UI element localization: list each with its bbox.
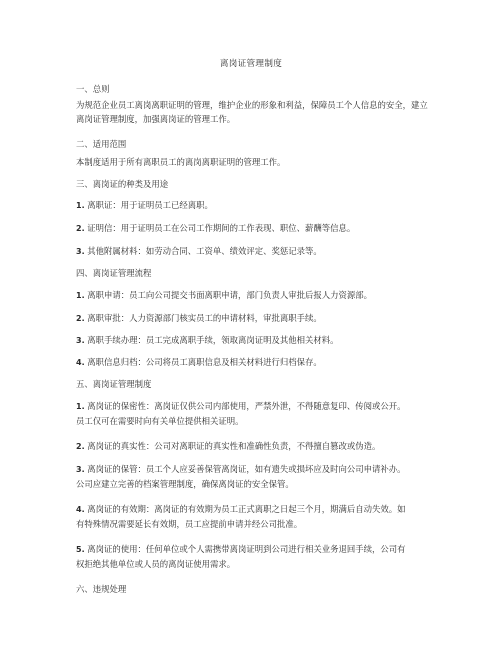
- list-item: [76, 399, 432, 428]
- item-text-continued: 有特殊情况需要延长有效期，员工应提前申请并经公司批准。: [76, 519, 303, 529]
- item-text: 离岗证的使用：任何单位或个人需携带离岗证明到公司进行相关业务退回手续，公司有: [87, 544, 406, 554]
- list-item: [76, 462, 432, 491]
- list-item: [76, 198, 432, 213]
- section-heading-violations: 六、违规处理: [76, 584, 127, 594]
- section-heading-general: 一、总则: [76, 84, 110, 94]
- item-text: 离职手续办理：员工完成离职手续，领取离岗证明及其他相关材料。: [87, 335, 339, 345]
- list-item: [76, 288, 432, 303]
- list-item: [76, 244, 432, 259]
- list-item: [76, 311, 432, 326]
- item-number: 2.: [76, 224, 85, 233]
- list-item: [76, 221, 432, 236]
- item-text: 离职证：用于证明员工已经离职。: [87, 200, 213, 210]
- section-para-scope: 本制度适用于所有离职员工的离岗离职证明的管理工作。: [76, 157, 286, 167]
- item-text-continued: 权拒绝其他单位或人员的离岗证使用需求。: [76, 559, 236, 569]
- list-item: [76, 355, 432, 370]
- section-heading-process: 四、离岗证管理流程: [76, 268, 152, 278]
- item-text: 离岗证的保管：员工个人应妥善保管离岗证，如有遗失或损坏应及时向公司申请补办。: [87, 464, 406, 474]
- item-number: 2.: [76, 314, 85, 323]
- item-number: 1.: [76, 291, 85, 300]
- item-text: 证明信：用于证明员工在公司工作期间的工作表现、职位、薪酬等信息。: [87, 223, 356, 233]
- document-title: 离岗证管理制度: [219, 59, 283, 69]
- item-number: 1.: [76, 201, 85, 210]
- item-text: 离岗证的真实性：公司对离职证的真实性和准确性负责，不得擅自篡改或伪造。: [87, 441, 381, 451]
- item-number: 4.: [76, 358, 85, 367]
- section-heading-rules: 五、离岗证管理制度: [76, 379, 152, 389]
- item-number: 4.: [76, 505, 85, 514]
- item-text-continued: 公司应建立完善的档案管理制度，确保离岗证的安全保管。: [76, 479, 294, 489]
- item-number: 3.: [76, 465, 85, 474]
- list-item: [76, 502, 432, 531]
- item-text: 离岗证的有效期：离岗证的有效期为员工正式离职之日起三个月，期满后自动失效。如: [87, 504, 406, 514]
- item-text-continued: 员工仅可在需要时向有关单位提供相关证明。: [76, 416, 244, 426]
- item-text: 其他附属材料：如劳动合同、工资单、绩效评定、奖惩记录等。: [87, 246, 322, 256]
- list-item: [76, 439, 432, 454]
- item-number: 5.: [76, 545, 85, 554]
- section-para-general: 为规范企业员工离岗离职证明的管理，维护企业的形象和利益，保障员工个人信息的安全，建立离岗证管理制度，加强离岗证的管理工作。: [76, 100, 428, 124]
- item-number: 3.: [76, 336, 85, 345]
- item-text: 离职申请：员工向公司提交书面离职申请，部门负责人审批后报人力资源部。: [87, 290, 373, 300]
- list-item: [76, 333, 432, 348]
- item-number: 3.: [76, 247, 85, 256]
- item-number: 2.: [76, 442, 85, 451]
- item-text: 离岗证的保密性：离岗证仅供公司内部使用，严禁外泄，不得随意复印、传阅或公开。: [87, 401, 406, 411]
- section-heading-scope: 二、适用范围: [76, 139, 127, 149]
- item-number: 1.: [76, 402, 85, 411]
- item-text: 离职信息归档：公司将员工离职信息及相关材料进行归档保存。: [87, 357, 322, 367]
- section-heading-types: 三、离岗证的种类及用途: [76, 179, 169, 189]
- list-item: [76, 542, 432, 571]
- item-text: 离职审批：人力资源部门核实员工的申请材料，审批离职手续。: [87, 313, 322, 323]
